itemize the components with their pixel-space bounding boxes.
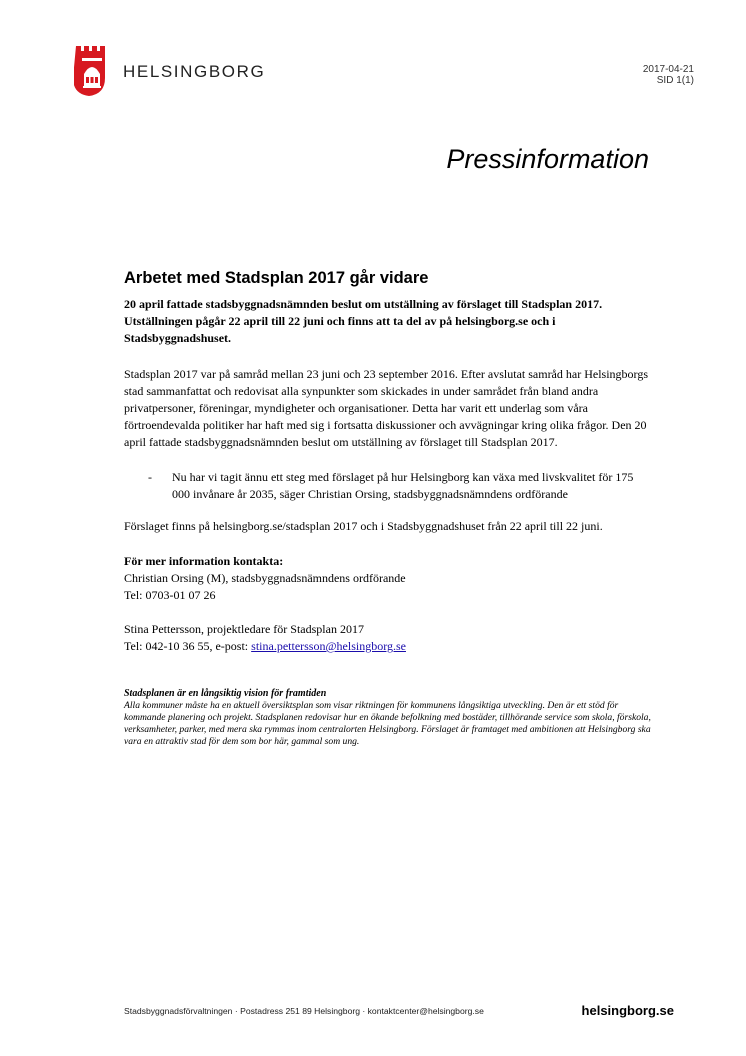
org-name: HELSINGBORG	[123, 62, 266, 81]
footer-site: helsingborg.se	[581, 1003, 674, 1018]
article-lead: 20 april fattade stadsbyggnadsnämnden beslut om utställning av förslaget till Stadsplan 2017. Utställningen pågår 22 april till 22 juni och finns att ta del av på helsingborg.se och i Stadsbyggnadshuset.	[124, 297, 603, 345]
document-date: 2017-04-21	[642, 64, 694, 75]
contact-primary	[124, 553, 654, 604]
contact-person-1: Christian Orsing (M), stadsbyggnadsnämndens ordförande	[124, 571, 406, 585]
contact-email-link[interactable]: stina.pettersson@helsingborg.se	[251, 639, 406, 653]
contact-person-2: Stina Pettersson, projektledare för Stadsplan 2017	[124, 622, 364, 636]
contact-secondary	[124, 621, 654, 655]
contact-heading: För mer information kontakta:	[124, 554, 284, 568]
footer-address: Stadsbyggnadsförvaltningen · Postadress 251 89 Helsingborg · kontaktcenter@helsingborg.se	[124, 1006, 484, 1016]
article	[124, 269, 654, 748]
document-type: Pressinformation	[446, 144, 649, 174]
quote-dash: -	[148, 470, 152, 484]
vision-title: Stadsplanen är en långsiktig vision för framtiden	[124, 688, 327, 699]
contact-phone-2: Tel: 042-10 36 55, e-post:	[124, 639, 252, 653]
helsingborg-crest-icon	[74, 44, 110, 98]
article-title: Arbetet med Stadsplan 2017 går vidare	[124, 269, 429, 287]
contact-phone-1: Tel: 0703-01 07 26	[124, 588, 216, 602]
document-meta	[643, 64, 694, 86]
vision-box	[124, 688, 654, 748]
article-body-1: Stadsplan 2017 var på samråd mellan 23 juni och 23 september 2016. Efter avslutat samråd har Helsingborgs stad sammanfattat och redovisat alla synpunkter som skickades in under samrådet från bland andra privatpersoner, föreningar, myndigheter och organisationer. Detta har varit ett underlag som våra förtroendevalda politiker har haft med sig i fortsatta diskussioner och avvägningar kring olika frågor. Den 20 april fattade stadsbyggnadsnämnden beslut om utställning av förslaget till Stadsplan 2017.	[124, 367, 648, 449]
page-number: SID 1(1)	[656, 75, 694, 86]
contact-line-2	[124, 638, 654, 655]
vision-text: Alla kommuner måste ha en aktuell översiktsplan som visar riktningen för kommunens långsiktiga utveckling. Den är ett stöd för kommande planering och projekt. Stadsplanen redovisar hur en ökande befolkning med bostäder, tillhörande service som skola, förskola, verksamheter, parker, med mera ska rymmas inom centralorten Helsingborg. Förslaget är framtaget med ambitionen att Helsingborg ska vara en attraktiv stad för dem som bor här, gammal som ung.	[124, 700, 651, 747]
quote-text: Nu har vi tagit ännu ett steg med förslaget på hur Helsingborg kan växa med livskvalitet för 175 000 invånare år 2035, säger Christian Orsing, stadsbyggnadsnämndens ordförande	[172, 470, 634, 501]
article-body-2: Förslaget finns på helsingborg.se/stadsplan 2017 och i Stadsbyggnadshuset från 22 april till 22 juni.	[124, 519, 603, 533]
quote	[148, 469, 654, 503]
